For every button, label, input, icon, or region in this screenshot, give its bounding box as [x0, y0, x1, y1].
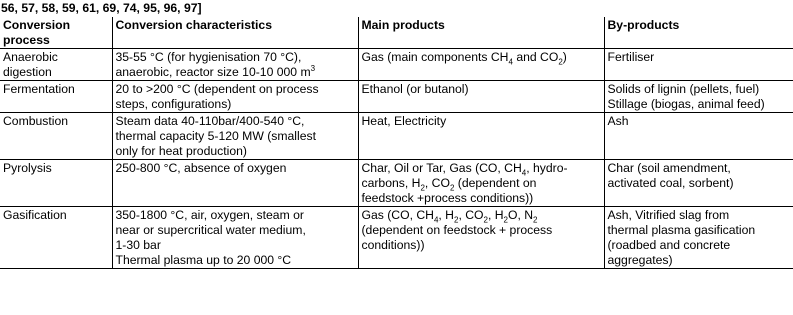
cell-main-products: Gas (CO, $CH_4$, $H_2$, $CO_2$, $H_2O$, $N_2$ (dependent on feedstock + process conditions)): [358, 207, 604, 269]
process-name-line: Fermentation: [3, 82, 75, 96]
cell-process: [0, 81, 112, 113]
header-main-products: Main products: [358, 17, 604, 49]
table-row: [0, 113, 793, 160]
cell-by-products: Ash, Vitrified slag from thermal plasma gasification (roadbed and concrete aggregates): [604, 207, 793, 269]
cell-process: [0, 49, 112, 81]
cell-main-products: Ethanol (or butanol): [358, 81, 604, 113]
header-conversion-characteristics: Conversion characteristics: [112, 17, 358, 49]
process-name-line: Combustion: [3, 114, 69, 128]
header-conversion-process: Conversion process: [0, 17, 112, 49]
reference-list-line: 56, 57, 58, 59, 61, 69, 74, 95, 96, 97]: [1, 1, 202, 15]
table-row: [0, 49, 793, 81]
cell-main-products: Char, Oil or Tar, Gas (CO, $CH_4$, hydro- carbons, $H_2$, $CO_2$ (dependent on feedstock +process conditions)): [358, 160, 604, 207]
process-name-line: digestion: [3, 65, 52, 79]
cell-main-products: Heat, Electricity: [358, 113, 604, 160]
cell-by-products: Fertiliser: [604, 49, 793, 81]
cell-main-products: Gas (main components $CH_4$ and $CO_2$): [358, 49, 604, 81]
process-name-line: Gasification: [3, 208, 67, 222]
cell-characteristics: 35-55 °C (for hygienisation 70 °C), anaerobic, reactor size 10-10 000 $m^3$: [112, 49, 358, 81]
cell-characteristics: 250-800 °C, absence of oxygen: [112, 160, 358, 207]
process-name-line: Anaerobic: [3, 50, 58, 64]
cell-by-products: Ash: [604, 113, 793, 160]
cell-by-products: Char (soil amendment, activated coal, sorbent): [604, 160, 793, 207]
cell-characteristics: Steam data 40-110bar/400-540 °C, thermal capacity 5-120 MW (smallest only for heat production): [112, 113, 358, 160]
table-row: [0, 160, 793, 207]
table-row: [0, 81, 793, 113]
table-row: [0, 207, 793, 269]
header-by-products: By-products: [604, 17, 793, 49]
process-name-line: Pyrolysis: [3, 161, 52, 175]
cell-characteristics: 20 to >200 °C (dependent on process steps, configurations): [112, 81, 358, 113]
cell-by-products: Solids of lignin (pellets, fuel) Stillage (biogas, animal feed): [604, 81, 793, 113]
cell-process: [0, 160, 112, 207]
conversion-processes-table: [0, 17, 793, 269]
cell-characteristics: 350-1800 °C, air, oxygen, steam or near or supercritical water medium, 1-30 bar Thermal plasma up to 20 000 °C: [112, 207, 358, 269]
cell-process: [0, 113, 112, 160]
table-header-row: [0, 17, 793, 49]
cell-process: [0, 207, 112, 269]
